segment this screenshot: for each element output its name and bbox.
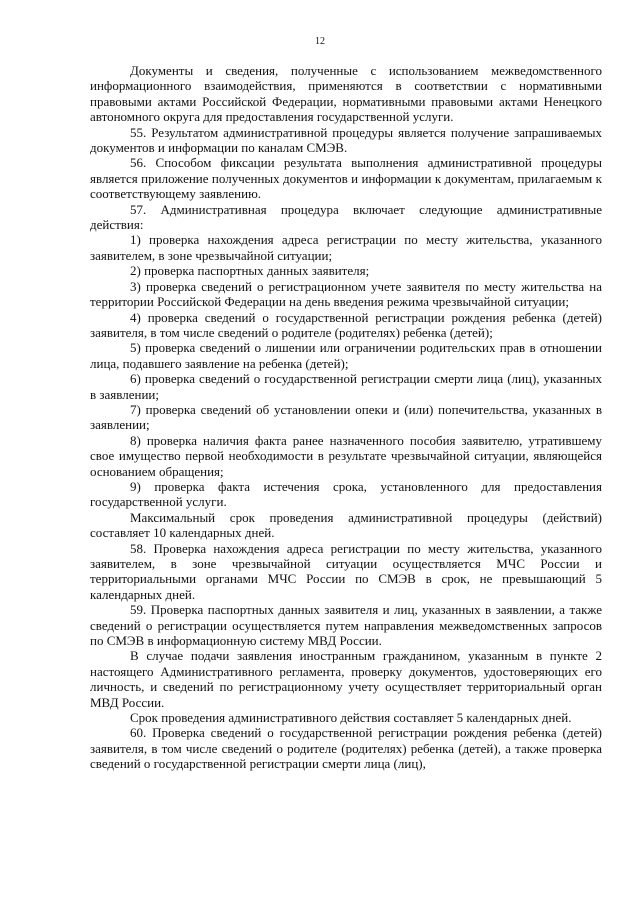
document-body (90, 63, 602, 772)
list-item-7: 7) проверка сведений об установлении опеки и (или) попечительства, указанных в заявлении; (90, 401, 602, 433)
list-item-4: 4) проверка сведений о государственной регистрации рождения ребенка (детей) заявителя, в том числе сведений о родителе (родителях) ребенка (детей); (90, 309, 602, 340)
paragraph-foreign-citizen: В случае подачи заявления иностранным гражданином, указанным в пункте 2 настоящего Административного регламента, проверку документов, удостоверяющих его личность, и сведений по регистрационному учету осуществляет территориальный орган МВД России. (90, 648, 602, 710)
paragraph-59: 59. Проверка паспортных данных заявителя и лиц, указанных в заявлении, а также сведений о регистрации осуществляется путем направления межведомственных запросов по СМЭВ в информационную систему МВД России. (90, 602, 602, 649)
list-item-3: 3) проверка сведений о регистрационном учете заявителя по месту жительства на территории Российской Федерации на день введения режима чрезвычайной ситуации; (90, 278, 602, 310)
list-item-6: 6) проверка сведений о государственной регистрации смерти лица (лиц), указанных в заявлении; (90, 371, 602, 402)
paragraph-max-term: Максимальный срок проведения административной процедуры (действий) составляет 10 календарных дней. (90, 509, 602, 541)
list-item-1: 1) проверка нахождения адреса регистрации по месту жительства, указанного заявителем, в зоне чрезвычайной ситуации; (90, 232, 602, 263)
paragraph-57: 57. Административная процедура включает следующие административные действия: (90, 201, 602, 233)
paragraph-documents-usage: Документы и сведения, полученные с использованием межведомственного информационного взаимодействия, применяются в соответствии с нормативными правовыми актами Российской Федерации, нормативными правовыми актами Ненецкого автономного округа для предоставления государственной услуги. (90, 63, 602, 125)
paragraph-action-term: Срок проведения административного действия составляет 5 календарных дней. (130, 710, 572, 726)
list-item-8: 8) проверка наличия факта ранее назначенного пособия заявителю, утратившему свое имущество первой необходимости в результате чрезвычайной ситуации, являющейся основанием обращения; (90, 432, 602, 479)
page-number: 12 (315, 36, 325, 47)
list-item-5: 5) проверка сведений о лишении или ограничении родительских прав в отношении лица, подавшего заявление на ребенка (детей); (90, 340, 602, 371)
list-item-2: 2) проверка паспортных данных заявителя; (130, 263, 370, 279)
paragraph-55: 55. Результатом административной процедуры является получение запрашиваемых документов и информации по каналам СМЭВ. (90, 124, 602, 156)
paragraph-60: 60. Проверка сведений о государственной регистрации рождения ребенка (детей) заявителя, в том числе сведений о родителе (родителях) ребенка (детей), а также проверка сведений о государственной регистрации смерти лица (лиц), (90, 725, 602, 772)
list-item-9: 9) проверка факта истечения срока, установленного для предоставления государственной услуги. (90, 478, 602, 510)
paragraph-58: 58. Проверка нахождения адреса регистрации по месту жительства, указанного заявителем, в зоне чрезвычайной ситуации осуществляется МЧС России и территориальными органами МЧС России по СМЭВ в срок, не превышающий 5 календарных дней. (90, 540, 602, 602)
paragraph-56: 56. Способом фиксации результата выполнения административной процедуры является приложение полученных документов и информации к документам, прилагаемым к соответствующему заявлению. (90, 155, 602, 202)
